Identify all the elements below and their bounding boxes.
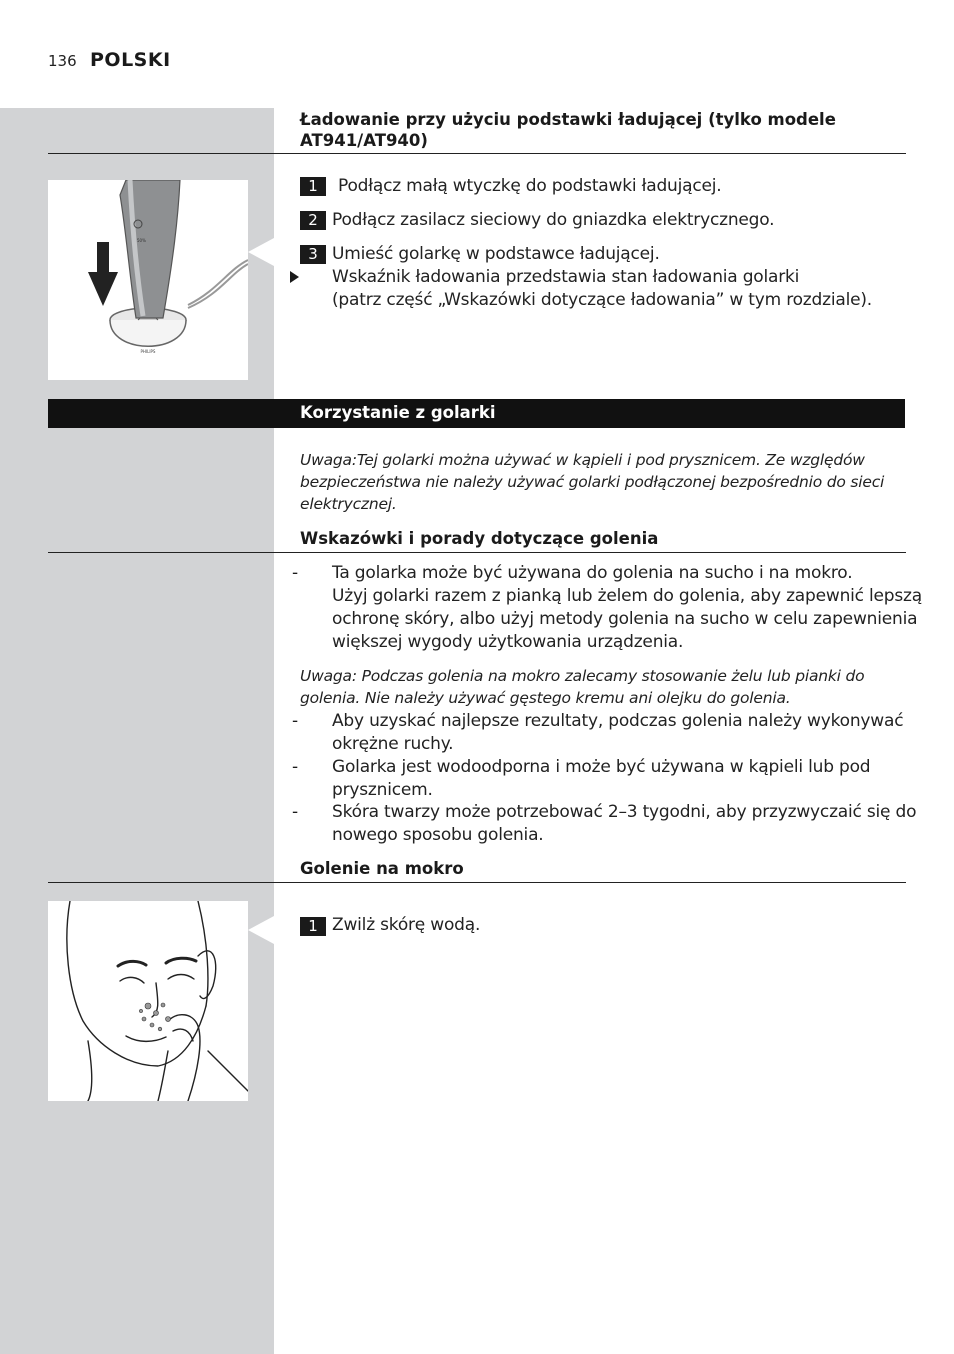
- list-item-line: Ta golarka może być używana do golenia na sucho i na mokro.: [332, 563, 853, 583]
- note-line: Uwaga:Tej golarki można używać w kąpieli i pod prysznicem. Ze względów: [300, 451, 865, 469]
- result-line: Wskaźnik ładowania przedstawia stan ładowania golarki: [332, 267, 800, 287]
- callout-pointer: [248, 916, 274, 944]
- language-heading: POLSKI: [90, 49, 171, 71]
- list-item: [332, 562, 922, 654]
- shaver-on-stand-drawing: [48, 180, 248, 380]
- callout-pointer: [248, 238, 274, 266]
- result-line: (patrz część „Wskazówki dotyczące ładowania” w tym rozdziale).: [332, 290, 873, 310]
- list-dash: -: [292, 563, 299, 583]
- tips-section-title: Wskazówki i porady dotyczące golenia: [300, 529, 659, 548]
- step-number: 2: [300, 211, 326, 230]
- step-number: 1: [300, 917, 326, 936]
- list-dash: -: [292, 711, 299, 731]
- charging-section-title: [300, 109, 890, 151]
- charging-title-line1: Ładowanie przy użyciu podstawki ładującej (tylko modele: [300, 110, 836, 129]
- using-section-title: Korzystanie z golarki: [300, 403, 496, 422]
- list-item-line: okrężne ruchy.: [332, 734, 454, 754]
- wetting-face-illustration: [48, 901, 248, 1101]
- section-rule: [48, 552, 906, 553]
- step-number: 1: [300, 177, 326, 196]
- charging-stand-illustration: [48, 180, 248, 380]
- result-bullet-icon: [290, 271, 299, 283]
- result-text: [332, 266, 872, 312]
- list-item-line: Skóra twarzy może potrzebować 2–3 tygodni, aby przyzwyczaić się do: [332, 802, 917, 822]
- charging-title-line2: AT941/AT940): [300, 131, 428, 150]
- list-item-line: prysznicem.: [332, 780, 433, 800]
- safety-note: [300, 449, 900, 515]
- shaver-gauge-text: 50%: [137, 238, 146, 243]
- step-text: Umieść golarkę w podstawce ładującej.: [332, 244, 660, 264]
- man-wetting-face-drawing: [48, 901, 248, 1101]
- wet-shaving-title: Golenie na mokro: [300, 859, 464, 878]
- list-item: [332, 710, 903, 756]
- list-item-line: Golarka jest wodoodporna i może być używana w kąpieli lub pod: [332, 757, 871, 777]
- note-line: bezpieczeństwa nie należy używać golarki podłączonej bezpośrednio do sieci: [300, 473, 885, 491]
- list-dash: -: [292, 802, 299, 822]
- list-item-line: Użyj golarki razem z pianką lub żelem do golenia, aby zapewnić lepszą: [332, 586, 922, 606]
- note-line: elektrycznej.: [300, 495, 397, 513]
- section-rule: [48, 882, 906, 883]
- list-item: [332, 801, 916, 847]
- list-item: [332, 756, 870, 802]
- list-dash: -: [292, 757, 299, 777]
- list-item-line: Aby uzyskać najlepsze rezultaty, podczas golenia należy wykonywać: [332, 711, 904, 731]
- step-text: Zwilż skórę wodą.: [332, 915, 481, 935]
- stand-brand-text: PHILIPS: [140, 349, 156, 354]
- list-item-line: nowego sposobu golenia.: [332, 825, 544, 845]
- wet-shaving-note: [300, 665, 900, 709]
- list-item-line: większej wygody użytkowania urządzenia.: [332, 632, 684, 652]
- step-text: Podłącz małą wtyczkę do podstawki ładującej.: [338, 176, 722, 196]
- page-number: 136: [48, 52, 77, 70]
- list-item-line: ochronę skóry, albo użyj metody golenia na sucho w celu zapewnienia: [332, 609, 918, 629]
- step-number: 3: [300, 245, 326, 264]
- step-text: Podłącz zasilacz sieciowy do gniazdka elektrycznego.: [332, 210, 775, 230]
- section-rule: [48, 153, 906, 154]
- note-line: golenia. Nie należy używać gęstego kremu ani olejku do golenia.: [300, 689, 791, 707]
- note-line: Uwaga: Podczas golenia na mokro zalecamy stosowanie żelu lub pianki do: [300, 667, 865, 685]
